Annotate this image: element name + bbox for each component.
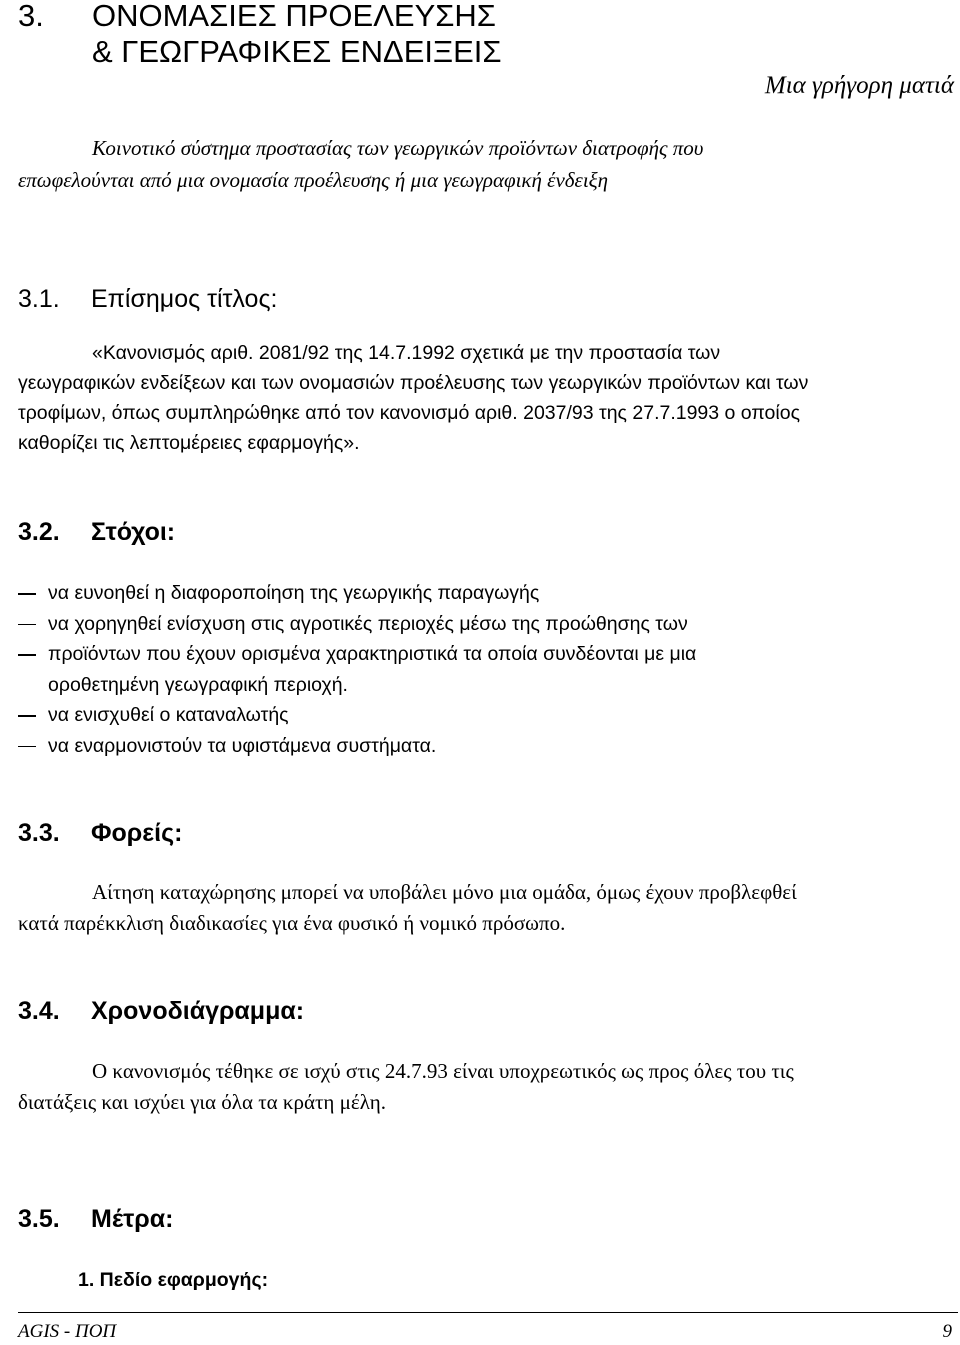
subtitle: Μια γρήγορη ματιά bbox=[764, 72, 954, 99]
footer-document-name: AGIS - ΠΟΠ bbox=[18, 1321, 117, 1342]
section-3-1-number: 3.1. bbox=[18, 285, 60, 313]
section-3-1-title: Επίσημος τίτλος: bbox=[91, 285, 278, 313]
section-3-4-title: Χρονοδιάγραμμα: bbox=[91, 997, 305, 1025]
section-3-4-number: 3.4. bbox=[18, 997, 60, 1025]
official-title-text bbox=[18, 338, 808, 458]
goal-text: να ευνοηθεί η διαφοροποίηση της γεωργικής παραγωγής bbox=[48, 582, 540, 604]
section-3-3-number: 3.3. bbox=[18, 819, 60, 847]
official-title-line-2: γεωγραφικών ενδείξεων και των ονομασιών προέλευσης των γεωργικών προϊόντων και των bbox=[18, 372, 809, 394]
timeline-line-2: διατάξεις και ισχύει για όλα τα κράτη μέλη. bbox=[18, 1089, 386, 1114]
heading-number: 3. bbox=[18, 0, 44, 33]
goal-text: να ενισχυθεί ο καταναλωτής bbox=[48, 704, 289, 726]
footer-divider bbox=[18, 1312, 958, 1313]
intro-line-2: επωφελούνται από μια ονομασία προέλευσης ή μια γεωγραφική ένδειξη bbox=[18, 168, 609, 192]
intro-text bbox=[18, 132, 938, 196]
goal-text: προϊόντων που έχουν ορισμένα χαρακτηριστικά τα οποία συνδέονται με μια bbox=[48, 643, 697, 665]
dash-bullet bbox=[18, 715, 36, 717]
timeline-text bbox=[18, 1056, 794, 1117]
intro-line-1: Κοινοτικό σύστημα προστασίας των γεωργικών προϊόντων διατροφής που bbox=[92, 136, 704, 160]
dash-bullet bbox=[18, 654, 36, 656]
goal-text-continuation: οροθετημένη γεωγραφική περιοχή. bbox=[48, 673, 348, 696]
section-3-2-title: Στόχοι: bbox=[91, 518, 176, 546]
section-3-3-title: Φορείς: bbox=[91, 819, 183, 847]
page-title bbox=[92, 0, 502, 70]
dash-bullet bbox=[18, 624, 36, 626]
section-3-2-number: 3.2. bbox=[18, 518, 60, 546]
goal-text: να χορηγηθεί ενίσχυση στις αγροτικές περιοχές μέσω της προώθησης των bbox=[48, 612, 688, 635]
official-title-line-4: καθορίζει τις λεπτομέρειες εφαρμογής». bbox=[18, 432, 360, 454]
goal-text: να εναρμονιστούν τα υφιστάμενα συστήματα. bbox=[48, 734, 437, 757]
dash-bullet bbox=[18, 593, 36, 595]
page-title-line-1: ΟΝΟΜΑΣΙΕΣ ΠΡΟΕΛΕΥΣΗΣ bbox=[92, 0, 496, 33]
page-title-line-2: & ΓΕΩΓΡΑΦΙΚΕΣ ΕΝΔΕΙΞΕΙΣ bbox=[92, 34, 502, 69]
dash-bullet bbox=[18, 746, 36, 748]
timeline-line-1: Ο κανονισμός τέθηκε σε ισχύ στις 24.7.93 είναι υποχρεωτικός ως προς όλες του τις bbox=[92, 1059, 794, 1083]
section-3-5-number: 3.5. bbox=[18, 1205, 60, 1233]
scope-subheading: 1. Πεδίο εφαρμογής: bbox=[78, 1269, 269, 1291]
bodies-line-1: Αίτηση καταχώρησης μπορεί να υποβάλει μόνο μια ομάδα, όμως έχουν προβλεφθεί bbox=[92, 880, 797, 904]
page-number: 9 bbox=[942, 1321, 952, 1342]
official-title-line-3: τροφίμων, όπως συμπληρώθηκε από τον κανονισμό αριθ. 2037/93 της 27.7.1993 ο οποίος bbox=[18, 402, 800, 424]
bodies-text bbox=[18, 877, 797, 938]
bodies-line-2: κατά παρέκκλιση διαδικασίες για ένα φυσικό ή νομικό πρόσωπο. bbox=[18, 910, 566, 935]
official-title-line-1: «Κανονισμός αριθ. 2081/92 της 14.7.1992 σχετικά με την προστασία των bbox=[92, 342, 721, 364]
section-3-5-title: Μέτρα: bbox=[91, 1205, 174, 1233]
